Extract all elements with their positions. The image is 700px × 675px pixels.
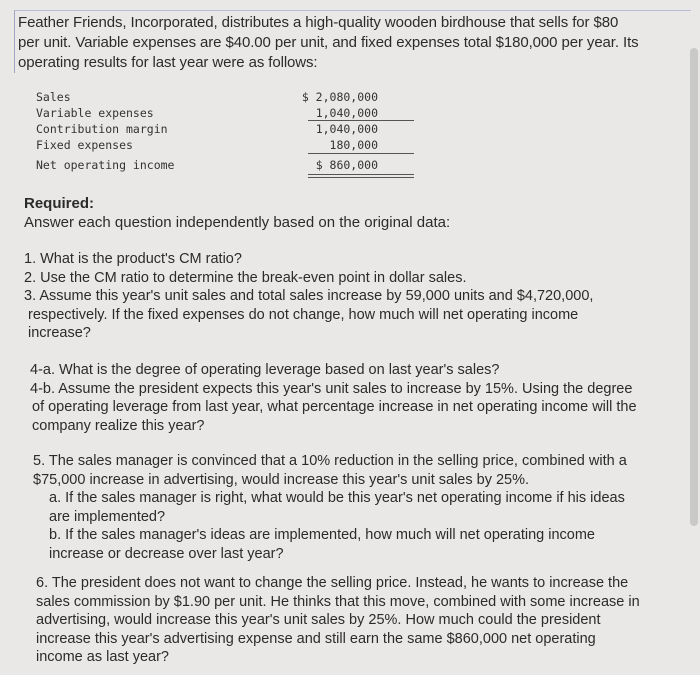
question-line: advertising, would increase this year's unit sales by 25%. How much could the president <box>36 612 601 628</box>
question-line: 5. The sales manager is convinced that a 10% reduction in the selling price, combined with a <box>33 453 627 469</box>
question-line: company realize this year? <box>32 417 205 434</box>
statement-label: Variable expenses <box>36 106 154 120</box>
question-line: sales commission by $1.90 per unit. He thinks that this move, combined with some increase in <box>36 593 640 610</box>
statement-value: 1,040,000 <box>315 106 378 120</box>
intro-line: per unit. Variable expenses are $40.00 per unit, and fixed expenses total $180,000 per year. Its <box>18 34 639 51</box>
intro-line: operating results for last year were as follows: <box>18 54 318 71</box>
question-block-5 <box>33 452 627 563</box>
question-line: increase or decrease over last year? <box>49 545 284 562</box>
statement-label: Contribution margin <box>36 122 168 136</box>
vertical-scrollbar[interactable] <box>690 48 698 526</box>
statement-label: Sales <box>36 90 71 104</box>
total-double-rule <box>308 177 414 178</box>
question-line: are implemented? <box>49 508 166 525</box>
required-section <box>24 194 450 232</box>
question-block-4 <box>30 361 637 435</box>
question-line: respectively. If the fixed expenses do not change, how much will net operating income <box>28 306 579 323</box>
question-line: 2. Use the CM ratio to determine the break-even point in dollar sales. <box>24 269 467 286</box>
statement-value: $ 2,080,000 <box>301 90 378 104</box>
question-line: b. If the sales manager's ideas are implemented, how much will net operating income <box>49 527 595 543</box>
required-instruction: Answer each question independently based on the original data: <box>24 214 451 231</box>
total-double-rule <box>308 174 414 175</box>
question-line: income as last year? <box>36 649 169 665</box>
subtotal-rule <box>308 153 414 154</box>
question-block-1 <box>24 250 593 343</box>
question-line: increase this year's advertising expense and still earn the same $860,000 net operating <box>36 630 596 647</box>
question-line: of operating leverage from last year, what percentage increase in net operating income will the <box>32 399 637 415</box>
question-line: increase? <box>28 325 91 341</box>
question-line: a. If the sales manager is right, what would be this year's net operating income if his ideas <box>49 490 625 506</box>
statement-value: 180,000 <box>329 138 378 152</box>
statement-value: 1,040,000 <box>315 122 378 136</box>
question-block-6 <box>36 574 640 667</box>
statement-value: $ 860,000 <box>315 158 378 172</box>
question-line: 1. What is the product's CM ratio? <box>24 251 242 267</box>
intro-line: Feather Friends, Incorporated, distributes a high-quality wooden birdhouse that sells for $80 <box>18 14 619 31</box>
subtotal-rule <box>308 120 414 121</box>
statement-label: Net operating income <box>36 158 175 172</box>
question-line: 6. The president does not want to change the selling price. Instead, he wants to increase the <box>36 575 629 591</box>
required-heading: Required: <box>24 195 95 212</box>
question-line: 3. Assume this year's unit sales and total sales increase by 59,000 units and $4,720,000, <box>24 288 594 304</box>
intro-paragraph <box>18 13 678 73</box>
question-line: 4-a. What is the degree of operating leverage based on last year's sales? <box>30 362 500 378</box>
statement-label: Fixed expenses <box>36 138 133 152</box>
question-line: 4-b. Assume the president expects this year's unit sales to increase by 15%. Using the degree <box>30 380 633 397</box>
question-line: $75,000 increase in advertising, would increase this year's unit sales by 25%. <box>33 471 530 488</box>
